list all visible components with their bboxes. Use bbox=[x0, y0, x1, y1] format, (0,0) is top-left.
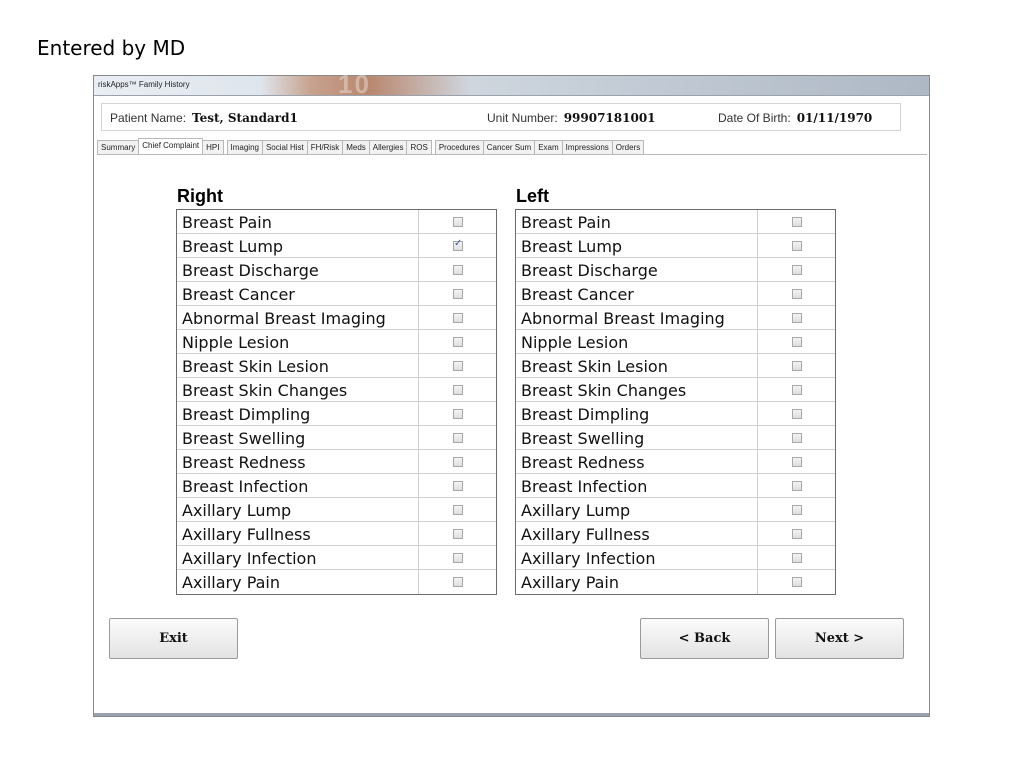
left-row-breast-dimpling bbox=[516, 402, 835, 426]
column-divider bbox=[418, 258, 419, 281]
column-divider bbox=[418, 402, 419, 425]
right-row-nipple-lesion bbox=[177, 330, 496, 354]
right-row-breast-pain bbox=[177, 210, 496, 234]
left-label-breast-cancer: Breast Cancer bbox=[521, 285, 634, 304]
slide-caption: Entered by MD bbox=[37, 36, 186, 60]
tab-orders[interactable]: Orders bbox=[612, 140, 644, 154]
right-label-axillary-pain: Axillary Pain bbox=[182, 573, 281, 592]
column-divider bbox=[757, 570, 758, 594]
right-checkbox-breast-pain[interactable] bbox=[453, 217, 463, 227]
left-label-breast-swelling: Breast Swelling bbox=[521, 429, 645, 448]
patient-name-value: Test, Standard1 bbox=[192, 111, 298, 125]
column-divider bbox=[757, 522, 758, 545]
tab-meds[interactable]: Meds bbox=[342, 140, 370, 154]
tab-cancer-sum[interactable]: Cancer Sum bbox=[483, 140, 535, 154]
left-row-breast-cancer bbox=[516, 282, 835, 306]
column-divider bbox=[418, 354, 419, 377]
back-button[interactable]: < Back bbox=[640, 618, 769, 659]
right-checkbox-axillary-lump[interactable] bbox=[453, 505, 463, 515]
right-label-breast-dimpling: Breast Dimpling bbox=[182, 405, 311, 424]
right-checkbox-breast-infection[interactable] bbox=[453, 481, 463, 491]
right-row-breast-skin-changes bbox=[177, 378, 496, 402]
right-label-axillary-fullness: Axillary Fullness bbox=[182, 525, 311, 544]
right-label-breast-cancer: Breast Cancer bbox=[182, 285, 295, 304]
patient-info-bar bbox=[101, 103, 901, 131]
tab-procedures[interactable]: Procedures bbox=[435, 140, 484, 154]
left-row-axillary-pain bbox=[516, 570, 835, 594]
right-label-breast-infection: Breast Infection bbox=[182, 477, 309, 496]
right-label-nipple-lesion: Nipple Lesion bbox=[182, 333, 290, 352]
left-row-breast-lump bbox=[516, 234, 835, 258]
left-label-breast-pain: Breast Pain bbox=[521, 213, 611, 232]
left-row-breast-infection bbox=[516, 474, 835, 498]
column-divider bbox=[418, 546, 419, 569]
right-row-breast-skin-lesion bbox=[177, 354, 496, 378]
right-row-breast-redness bbox=[177, 450, 496, 474]
left-label-breast-skin-changes: Breast Skin Changes bbox=[521, 381, 687, 400]
left-label-breast-redness: Breast Redness bbox=[521, 453, 645, 472]
column-divider bbox=[418, 210, 419, 233]
left-row-breast-redness bbox=[516, 450, 835, 474]
dob-field bbox=[718, 111, 872, 125]
right-label-axillary-infection: Axillary Infection bbox=[182, 549, 317, 568]
unit-number-field bbox=[487, 111, 656, 125]
left-row-abnormal-breast-imaging bbox=[516, 306, 835, 330]
right-complaint-grid bbox=[176, 209, 497, 595]
left-row-nipple-lesion bbox=[516, 330, 835, 354]
left-checkbox-breast-pain[interactable] bbox=[792, 217, 802, 227]
right-row-breast-swelling bbox=[177, 426, 496, 450]
column-divider bbox=[757, 402, 758, 425]
left-label-nipple-lesion: Nipple Lesion bbox=[521, 333, 629, 352]
right-label-breast-pain: Breast Pain bbox=[182, 213, 272, 232]
left-checkbox-breast-swelling[interactable] bbox=[792, 433, 802, 443]
column-divider bbox=[757, 258, 758, 281]
right-checkbox-axillary-pain[interactable] bbox=[453, 577, 463, 587]
left-row-breast-swelling bbox=[516, 426, 835, 450]
left-label-axillary-lump: Axillary Lump bbox=[521, 501, 631, 520]
right-label-breast-lump: Breast Lump bbox=[182, 237, 284, 256]
left-checkbox-breast-dimpling[interactable] bbox=[792, 409, 802, 419]
tab-imaging[interactable]: Imaging bbox=[227, 140, 263, 154]
left-checkbox-breast-cancer[interactable] bbox=[792, 289, 802, 299]
column-divider bbox=[418, 474, 419, 497]
tab-impressions[interactable]: Impressions bbox=[562, 140, 613, 154]
left-checkbox-breast-redness[interactable] bbox=[792, 457, 802, 467]
right-checkbox-axillary-fullness[interactable] bbox=[453, 529, 463, 539]
left-checkbox-breast-infection[interactable] bbox=[792, 481, 802, 491]
right-row-axillary-fullness bbox=[177, 522, 496, 546]
column-divider bbox=[757, 498, 758, 521]
left-label-breast-infection: Breast Infection bbox=[521, 477, 648, 496]
right-label-breast-swelling: Breast Swelling bbox=[182, 429, 306, 448]
left-label-breast-lump: Breast Lump bbox=[521, 237, 623, 256]
column-divider bbox=[418, 426, 419, 449]
right-checkbox-nipple-lesion[interactable] bbox=[453, 337, 463, 347]
column-divider bbox=[418, 570, 419, 594]
tab-hpi[interactable]: HPI bbox=[202, 140, 223, 154]
column-divider bbox=[757, 234, 758, 257]
column-divider bbox=[757, 354, 758, 377]
right-row-breast-discharge bbox=[177, 258, 496, 282]
right-checkbox-breast-dimpling[interactable] bbox=[453, 409, 463, 419]
right-label-axillary-lump: Axillary Lump bbox=[182, 501, 292, 520]
column-divider bbox=[757, 474, 758, 497]
right-row-breast-infection bbox=[177, 474, 496, 498]
left-label-breast-dimpling: Breast Dimpling bbox=[521, 405, 650, 424]
right-checkbox-breast-lump[interactable] bbox=[453, 241, 463, 251]
left-label-abnormal-breast-imaging: Abnormal Breast Imaging bbox=[521, 309, 725, 328]
left-row-breast-discharge bbox=[516, 258, 835, 282]
column-divider bbox=[418, 234, 419, 257]
title-decoration: 10 bbox=[338, 69, 371, 99]
column-divider bbox=[757, 282, 758, 305]
column-divider bbox=[418, 450, 419, 473]
tab-social-hist[interactable]: Social Hist bbox=[262, 140, 308, 154]
left-label-axillary-fullness: Axillary Fullness bbox=[521, 525, 650, 544]
column-divider bbox=[757, 546, 758, 569]
column-divider bbox=[418, 378, 419, 401]
left-checkbox-axillary-pain[interactable] bbox=[792, 577, 802, 587]
tab-exam[interactable]: Exam bbox=[534, 140, 562, 154]
left-checkbox-nipple-lesion[interactable] bbox=[792, 337, 802, 347]
left-complaint-grid bbox=[515, 209, 836, 595]
left-label-axillary-infection: Axillary Infection bbox=[521, 549, 656, 568]
right-label-breast-skin-changes: Breast Skin Changes bbox=[182, 381, 348, 400]
right-checkbox-breast-discharge[interactable] bbox=[453, 265, 463, 275]
left-row-axillary-fullness bbox=[516, 522, 835, 546]
left-checkbox-axillary-fullness[interactable] bbox=[792, 529, 802, 539]
right-checkbox-breast-swelling[interactable] bbox=[453, 433, 463, 443]
dob-label: Date Of Birth: bbox=[718, 111, 791, 125]
left-checkbox-breast-lump[interactable] bbox=[792, 241, 802, 251]
tab-ros[interactable]: ROS bbox=[406, 140, 431, 154]
right-row-axillary-infection bbox=[177, 546, 496, 570]
exit-button[interactable]: Exit bbox=[109, 618, 238, 659]
unit-number-label: Unit Number: bbox=[487, 111, 558, 125]
dob-value: 01/11/1970 bbox=[796, 111, 873, 125]
tab-fh-risk[interactable]: FH/Risk bbox=[307, 140, 343, 154]
left-checkbox-breast-skin-changes[interactable] bbox=[792, 385, 802, 395]
right-label-breast-skin-lesion: Breast Skin Lesion bbox=[182, 357, 329, 376]
right-row-breast-lump bbox=[177, 234, 496, 258]
title-bar bbox=[94, 69, 929, 99]
column-divider bbox=[418, 282, 419, 305]
tab-summary[interactable]: Summary bbox=[97, 140, 139, 154]
left-row-breast-skin-lesion bbox=[516, 354, 835, 378]
left-row-breast-skin-changes bbox=[516, 378, 835, 402]
left-label-breast-skin-lesion: Breast Skin Lesion bbox=[521, 357, 668, 376]
column-divider bbox=[757, 210, 758, 233]
left-checkbox-axillary-lump[interactable] bbox=[792, 505, 802, 515]
left-heading: Left bbox=[516, 186, 549, 206]
left-checkbox-breast-discharge[interactable] bbox=[792, 265, 802, 275]
right-row-axillary-pain bbox=[177, 570, 496, 594]
tab-strip bbox=[97, 138, 643, 154]
right-checkbox-breast-redness[interactable] bbox=[453, 457, 463, 467]
left-checkbox-breast-skin-lesion[interactable] bbox=[792, 361, 802, 371]
column-divider bbox=[757, 426, 758, 449]
patient-name-label: Patient Name: bbox=[110, 111, 187, 125]
right-checkbox-breast-skin-changes[interactable] bbox=[453, 385, 463, 395]
left-row-breast-pain bbox=[516, 210, 835, 234]
column-divider bbox=[757, 306, 758, 329]
right-label-breast-discharge: Breast Discharge bbox=[182, 261, 319, 280]
tab-chief-complaint[interactable]: Chief Complaint bbox=[138, 138, 203, 154]
right-checkbox-abnormal-breast-imaging[interactable] bbox=[453, 313, 463, 323]
right-checkbox-axillary-infection[interactable] bbox=[453, 553, 463, 563]
right-row-breast-cancer bbox=[177, 282, 496, 306]
tab-allergies[interactable]: Allergies bbox=[369, 140, 408, 154]
column-divider bbox=[757, 330, 758, 353]
column-divider bbox=[418, 522, 419, 545]
left-label-breast-discharge: Breast Discharge bbox=[521, 261, 658, 280]
right-heading: Right bbox=[177, 186, 223, 206]
column-divider bbox=[418, 306, 419, 329]
column-divider bbox=[418, 498, 419, 521]
left-row-axillary-infection bbox=[516, 546, 835, 570]
unit-number-value: 99907181001 bbox=[563, 111, 656, 125]
left-checkbox-axillary-infection[interactable] bbox=[792, 553, 802, 563]
right-checkbox-breast-skin-lesion[interactable] bbox=[453, 361, 463, 371]
column-divider bbox=[757, 378, 758, 401]
next-button[interactable]: Next > bbox=[775, 618, 904, 659]
right-row-axillary-lump bbox=[177, 498, 496, 522]
left-checkbox-abnormal-breast-imaging[interactable] bbox=[792, 313, 802, 323]
window-title: riskApps™ Family History bbox=[98, 80, 190, 89]
left-row-axillary-lump bbox=[516, 498, 835, 522]
right-row-breast-dimpling bbox=[177, 402, 496, 426]
right-checkbox-breast-cancer[interactable] bbox=[453, 289, 463, 299]
window-bottom-edge bbox=[94, 713, 929, 716]
right-row-abnormal-breast-imaging bbox=[177, 306, 496, 330]
left-label-axillary-pain: Axillary Pain bbox=[521, 573, 620, 592]
right-label-breast-redness: Breast Redness bbox=[182, 453, 306, 472]
column-divider bbox=[757, 450, 758, 473]
right-label-abnormal-breast-imaging: Abnormal Breast Imaging bbox=[182, 309, 386, 328]
patient-name-field bbox=[110, 111, 298, 125]
column-divider bbox=[418, 330, 419, 353]
